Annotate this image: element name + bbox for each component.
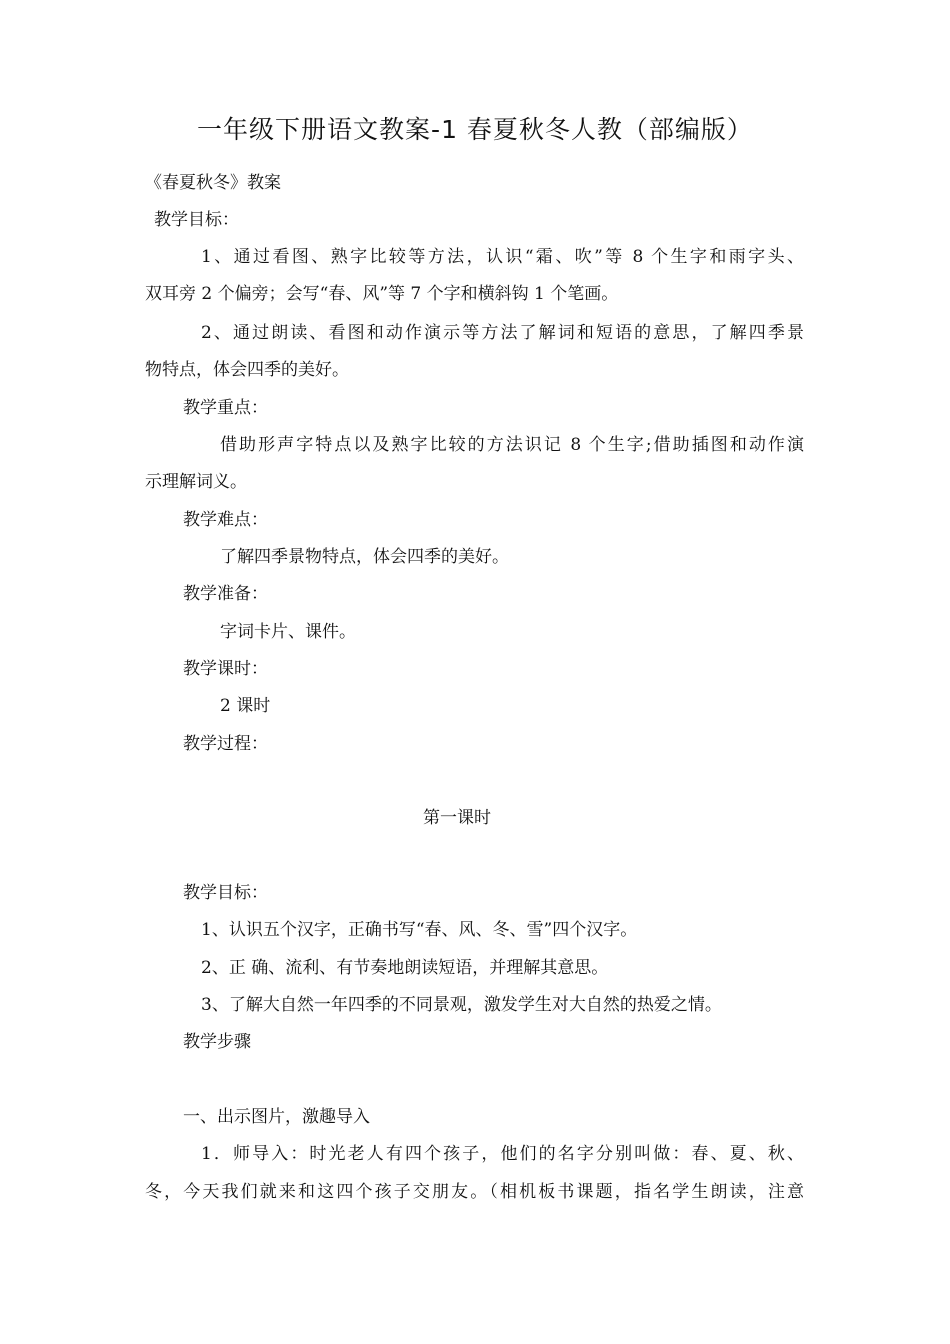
key-points-line-1: 借助形声字特点以及熟字比较的方法识记 8 个生字;借助插图和动作演 [220, 435, 804, 455]
lesson-heading: 《春夏秋冬》教案 [145, 173, 281, 193]
section-label-objectives: 教学目标： [154, 210, 239, 230]
period-objective-1: 1、认识五个汉字，正确书写“春、风、冬、雪”四个汉字。 [201, 920, 638, 940]
document-title: 一年级下册语文教案-1 春夏秋冬人教（部编版） [197, 115, 753, 144]
period-objective-3: 3、了解大自然一年四季的不同景观，激发学生对大自然的热爱之情。 [201, 995, 722, 1015]
period-objective-2: 2、正 确、流利、有节奏地朗读短语，并理解其意思。 [201, 958, 609, 978]
preparation-text: 字词卡片、课件。 [220, 622, 356, 642]
step-1-paragraph-line-2: 冬，今天我们就来和这四个孩子交朋友。（相机板书课题，指名学生朗读，注意 [145, 1182, 804, 1202]
periods-text: 2 课时 [220, 696, 271, 716]
section-label-process: 教学过程： [183, 734, 268, 754]
objective-1-line-1: 1、通过看图、熟字比较等方法，认识“霜、吹”等 8 个生字和雨字头、 [201, 247, 804, 267]
step-1-heading: 一、出示图片，激趣导入 [183, 1107, 370, 1127]
objective-2-line-2: 物特点，体会四季的美好。 [145, 360, 349, 380]
section-label-periods: 教学课时： [183, 659, 268, 679]
objective-1-line-2: 双耳旁 2 个偏旁；会写“春、风”等 7 个字和横斜钩 1 个笔画。 [145, 284, 619, 304]
objective-2-line-1: 2、通过朗读、看图和动作演示等方法了解词和短语的意思，了解四季景 [201, 323, 804, 343]
first-period-heading: 第一课时 [423, 808, 491, 828]
section-label-key-points: 教学重点： [183, 398, 268, 418]
difficulties-text: 了解四季景物特点，体会四季的美好。 [220, 547, 509, 567]
section-label-period-objectives: 教学目标： [183, 883, 268, 903]
key-points-line-2: 示理解词义。 [145, 472, 247, 492]
section-label-preparation: 教学准备： [183, 584, 268, 604]
section-label-difficulties: 教学难点： [183, 510, 268, 530]
section-label-steps: 教学步骤 [183, 1032, 251, 1052]
step-1-paragraph-line-1: 1．师导入：时光老人有四个孩子，他们的名字分别叫做：春、夏、秋、 [201, 1144, 804, 1164]
